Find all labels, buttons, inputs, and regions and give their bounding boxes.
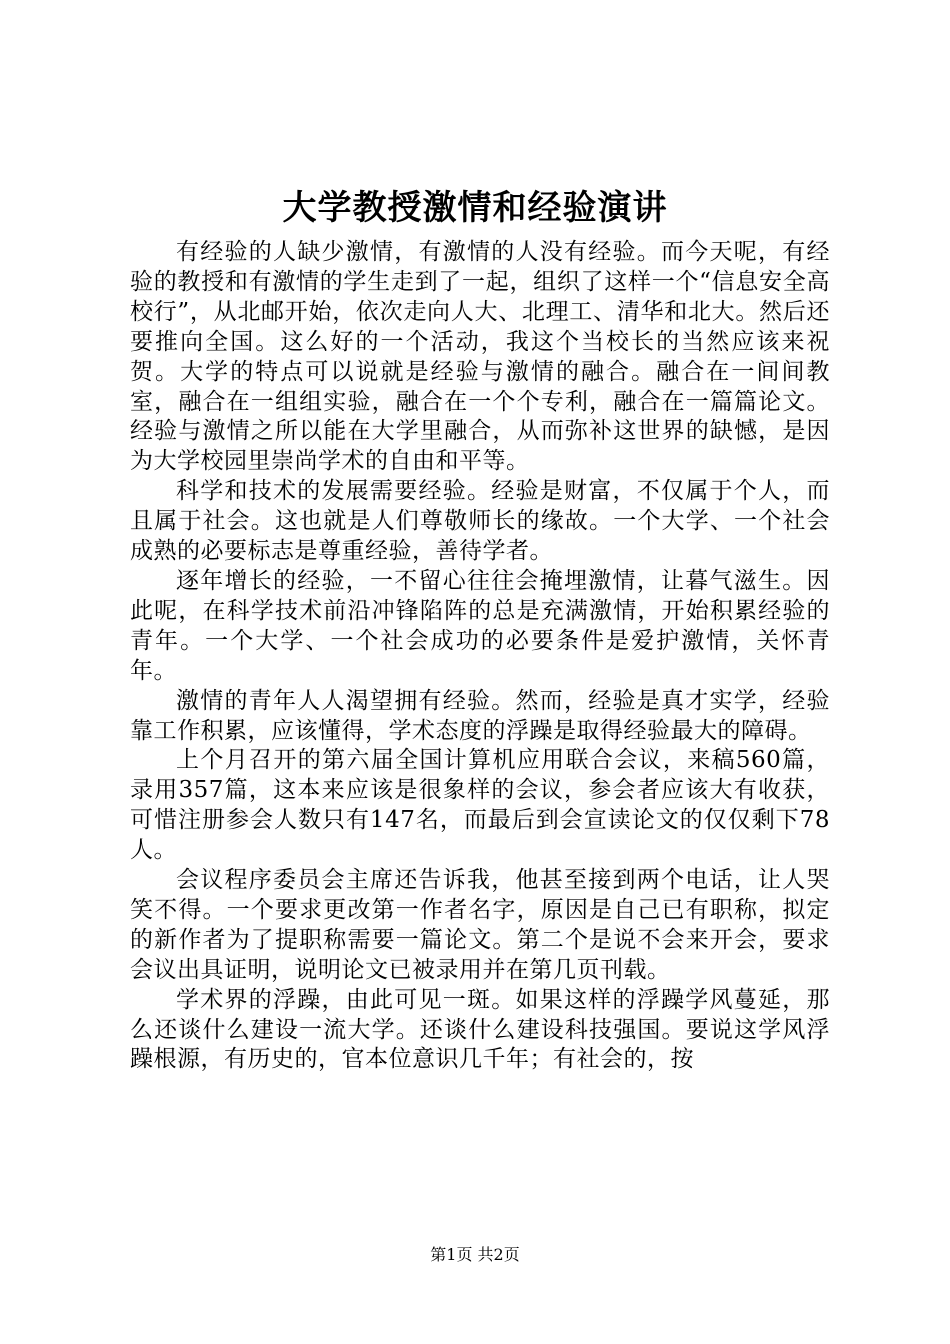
paragraph: 科学和技术的发展需要经验。经验是财富，不仅属于个人，而且属于社会。这也就是人们尊敬师长的缘故。一个大学、一个社会成熟的必要标志是尊重经验，善待学者。 [130,478,830,565]
document-title: 大学教授激情和经验演讲 [282,188,668,228]
paragraph: 学术界的浮躁，由此可见一斑。如果这样的浮躁学风蔓延，那么还谈什么建设一流大学。还谈什么建设科技强国。要说这学风浮躁根源，有历史的，官本位意识几千年；有社会的，按 [130,986,830,1073]
paragraph: 激情的青年人人渴望拥有经验。然而，经验是真才实学，经验靠工作积累，应该懂得，学术态度的浮躁是取得经验最大的障碍。 [130,687,830,744]
page-footer: 第1页 共2页 [430,1245,520,1264]
document-body [130,238,830,1075]
paragraph: 会议程序委员会主席还告诉我，他甚至接到两个电话，让人哭笑不得。一个要求更改第一作者名字，原因是自己已有职称，拟定的新作者为了提职称需要一篇论文。第二个是说不会来开会，要求会议出具证明，说明论文已被录用并在第几页刊载。 [130,867,830,983]
paragraph: 有经验的人缺少激情，有激情的人没有经验。而今天呢，有经验的教授和有激情的学生走到了一起，组织了这样一个“信息安全高校行”，从北邮开始，依次走向人大、北理工、清华和北大。然后还要推向全国。这么好的一个活动，我这个当校长的当然应该来祝贺。大学的特点可以说就是经验与激情的融合。融合在一间间教室，融合在一组组实验，融合在一个个专利，融合在一篇篇论文。经验与激情之所以能在大学里融合，从而弥补这世界的缺憾，是因为大学校园里崇尚学术的自由和平等。 [130,239,830,475]
paragraph: 上个月召开的第六届全国计算机应用联合会议，来稿560篇，录用357篇，这本来应该是很象样的会议，参会者应该大有收获，可惜注册参会人数只有147名，而最后到会宣读论文的仅仅剩下78人。 [130,747,830,864]
paragraph: 逐年增长的经验，一不留心往往会掩埋激情，让暮气滋生。因此呢，在科学技术前沿冲锋陷阵的总是充满激情，开始积累经验的青年。一个大学、一个社会成功的必要条件是爱护激情，关怀青年。 [130,567,830,684]
